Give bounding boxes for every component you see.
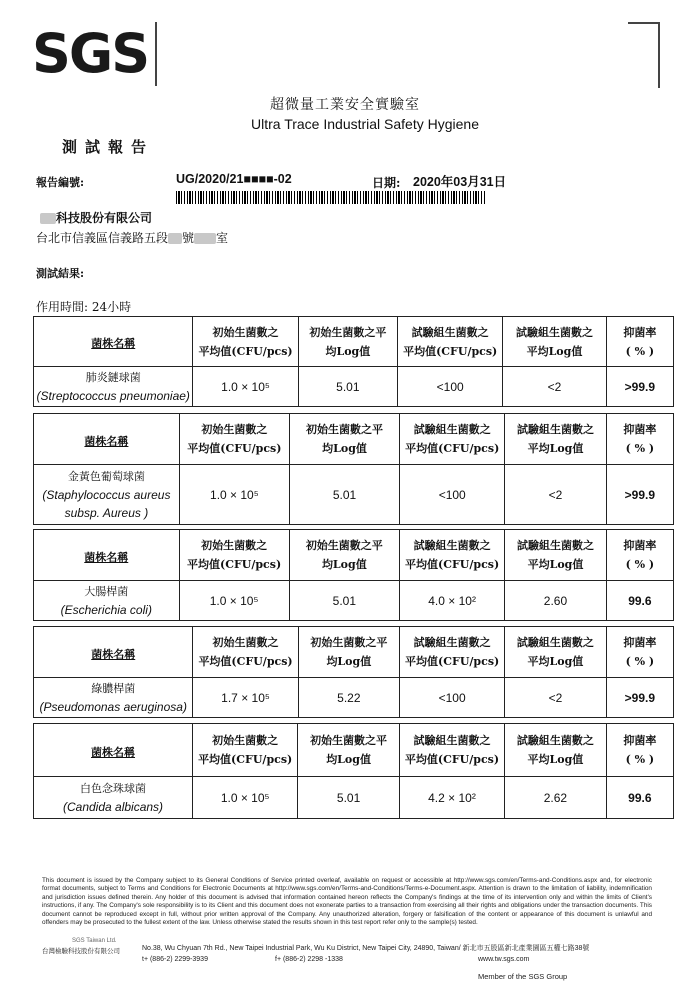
redacted-mark xyxy=(194,233,216,244)
header-test-avg: 試驗組生菌數之 平均值(CFU/pcs) xyxy=(400,530,505,581)
lab-name-en: Ultra Trace Industrial Safety Hygiene xyxy=(251,116,479,132)
test-log-value: <2 xyxy=(503,367,606,407)
initial-avg-value: 1.0 × 10⁵ xyxy=(179,581,289,621)
results-label: 測試結果: xyxy=(36,267,85,280)
test-log-value: 2.60 xyxy=(505,581,607,621)
header-initial-avg: 初始生菌數之 平均值(CFU/pcs) xyxy=(193,724,298,777)
rate-value: 99.6 xyxy=(606,777,673,819)
date-value: 2020年03月31日 xyxy=(413,175,507,189)
header-rate: 抑菌率 ( % ) xyxy=(606,724,673,777)
redacted-mark xyxy=(168,233,182,244)
initial-log-value: 5.01 xyxy=(298,777,400,819)
rate-value: >99.9 xyxy=(606,465,673,525)
header-test-log: 試驗組生菌數之 平均Log值 xyxy=(505,414,606,465)
header-test-avg: 試驗組生菌數之 平均值(CFU/pcs) xyxy=(400,627,505,678)
test-log-value: <2 xyxy=(505,678,606,718)
test-avg-value: <100 xyxy=(400,465,505,525)
redacted-mark xyxy=(40,213,56,224)
report-number-value: UG/2020/21■■■■-02 xyxy=(176,172,292,186)
footer-web: www.tw.sgs.com xyxy=(478,956,530,963)
initial-log-value: 5.01 xyxy=(298,367,398,407)
initial-log-value: 5.01 xyxy=(289,465,399,525)
result-table-3 xyxy=(33,529,674,621)
initial-avg-value: 1.0 × 10⁵ xyxy=(179,465,289,525)
header-initial-log: 初始生菌數之平 均Log值 xyxy=(289,414,399,465)
header-initial-avg: 初始生菌數之 平均值(CFU/pcs) xyxy=(193,627,298,678)
header-strain: 菌株名稱 xyxy=(34,530,180,581)
company-name xyxy=(40,209,152,226)
logo-text: SGS xyxy=(32,22,149,85)
date-label: 日期: xyxy=(372,176,401,190)
table-row xyxy=(34,678,674,718)
footer-member: Member of the SGS Group xyxy=(478,972,568,981)
test-avg-value: 4.2 × 10² xyxy=(399,777,504,819)
header-test-log: 試驗組生菌數之 平均Log值 xyxy=(503,317,606,367)
sgs-logo xyxy=(28,22,149,88)
header-strain: 菌株名稱 xyxy=(34,414,180,465)
rate-value: >99.9 xyxy=(606,367,673,407)
strain-name: 白色念珠球菌 (Candida albicans) xyxy=(34,777,193,819)
table-row xyxy=(34,777,674,819)
result-table-1 xyxy=(33,316,674,407)
address-prefix: 台北市信義區信義路五段 xyxy=(36,231,169,245)
result-table-5 xyxy=(33,723,674,819)
test-log-value: 2.62 xyxy=(505,777,607,819)
footer-disclaimer: This document is issued by the Company subject to its General Conditions of Service printed overleaf, available on request or accessible at http://www.sgs.com/en/Terms-and-Conditions.aspx and, for electronic format documents, subject to Terms and Conditions for Electronic Documents at http://www.sgs.com/en/Terms-and-Conditions/Terms-e-Document.aspx. Attention is drawn to the limitation of liability, indemnification and jurisdiction issues defined therein. Any holder of this document is advised that information contained hereon reflects the Company's findings at the time of its intervention only and within the limits of Client's instructions, if any. The Company's sole responsibility is to its Client and this document does not exonerate parties to a transaction from exercising all their rights and obligations under the transaction documents. This document cannot be reproduced except in full, without prior written approval of the Company. Any unauthorized alteration, forgery or falsification of the content or appearance of this document is unlawful and offenders may be prosecuted to the fullest extent of the law. Unless otherwise stated the results shown in this test report refer only to the sample(s) tested. xyxy=(42,877,652,927)
header-initial-log: 初始生菌數之平 均Log值 xyxy=(298,317,398,367)
footer-address: No.38, Wu Chyuan 7th Rd., New Taipei Industrial Park, Wu Ku District, New Taipei City, 24890, Taiwan/ 新北市五股區新北產業園區五權七路38號 xyxy=(142,945,590,952)
test-avg-value: 4.0 × 10² xyxy=(400,581,505,621)
header-initial-avg: 初始生菌數之 平均值(CFU/pcs) xyxy=(179,530,289,581)
footer-fax: f+ (886-2) 2298 -1338 xyxy=(275,956,343,963)
rate-value: 99.6 xyxy=(606,581,673,621)
company-address xyxy=(36,229,228,246)
address-suffix: 室 xyxy=(216,231,229,245)
strain-name: 肺炎鏈球菌 (Streptococcus pneumoniae) xyxy=(34,367,193,407)
header-initial-avg: 初始生菌數之 平均值(CFU/pcs) xyxy=(193,317,298,367)
header-test-log: 試驗組生菌數之 平均Log值 xyxy=(505,724,607,777)
frame-corner-right xyxy=(628,22,660,88)
header-test-log: 試驗組生菌數之 平均Log值 xyxy=(505,530,607,581)
header-rate: 抑菌率 ( % ) xyxy=(606,627,673,678)
header-strain: 菌株名稱 xyxy=(34,724,193,777)
frame-corner-left xyxy=(155,22,163,86)
header-test-avg: 試驗組生菌數之 平均值(CFU/pcs) xyxy=(398,317,503,367)
header-rate: 抑菌率 ( % ) xyxy=(606,317,673,367)
table-row xyxy=(34,581,674,621)
rate-value: >99.9 xyxy=(606,678,673,718)
barcode xyxy=(176,191,486,204)
report-number-label: 報告編號: xyxy=(36,176,85,189)
test-avg-value: <100 xyxy=(398,367,503,407)
header-initial-avg: 初始生菌數之 平均值(CFU/pcs) xyxy=(179,414,289,465)
footer-company-zh: 台灣檢驗科技股份有限公司 xyxy=(42,947,120,955)
address-mid: 號 xyxy=(182,231,195,245)
result-table-4 xyxy=(33,626,674,718)
initial-log-value: 5.01 xyxy=(289,581,399,621)
lab-name-zh: 超微量工業安全實驗室 xyxy=(270,97,420,113)
initial-avg-value: 1.7 × 10⁵ xyxy=(193,678,298,718)
header-initial-log: 初始生菌數之平 均Log值 xyxy=(298,627,399,678)
initial-avg-value: 1.0 × 10⁵ xyxy=(193,777,298,819)
strain-name: 金黃色葡萄球菌 (Staphylococcus aureus subsp. Aureus ) xyxy=(34,465,180,525)
duration-label: 作用時間: 24小時 xyxy=(36,300,132,314)
header-test-log: 試驗組生菌數之 平均Log值 xyxy=(505,627,606,678)
strain-name: 大腸桿菌 (Escherichia coli) xyxy=(34,581,180,621)
header-rate: 抑菌率 ( % ) xyxy=(606,530,673,581)
result-table-2 xyxy=(33,413,674,525)
header-strain: 菌株名稱 xyxy=(34,627,193,678)
table-row xyxy=(34,465,674,525)
table-row xyxy=(34,367,674,407)
header-strain: 菌株名稱 xyxy=(34,317,193,367)
report-title: 測試報告 xyxy=(62,138,155,156)
test-log-value: <2 xyxy=(505,465,606,525)
header-test-avg: 試驗組生菌數之 平均值(CFU/pcs) xyxy=(399,724,504,777)
header-initial-log: 初始生菌數之平 均Log值 xyxy=(298,724,400,777)
company-name-text: 科技股份有限公司 xyxy=(56,211,153,225)
footer-company-en: SGS Taiwan Ltd. xyxy=(72,938,117,944)
header-test-avg: 試驗組生菌數之 平均值(CFU/pcs) xyxy=(400,414,505,465)
initial-avg-value: 1.0 × 10⁵ xyxy=(193,367,298,407)
strain-name: 綠膿桿菌 (Pseudomonas aeruginosa) xyxy=(34,678,193,718)
test-avg-value: <100 xyxy=(400,678,505,718)
header-rate: 抑菌率 ( % ) xyxy=(606,414,673,465)
initial-log-value: 5.22 xyxy=(298,678,399,718)
header-initial-log: 初始生菌數之平 均Log值 xyxy=(289,530,399,581)
footer-tel: t+ (886-2) 2299-3939 xyxy=(142,956,208,963)
